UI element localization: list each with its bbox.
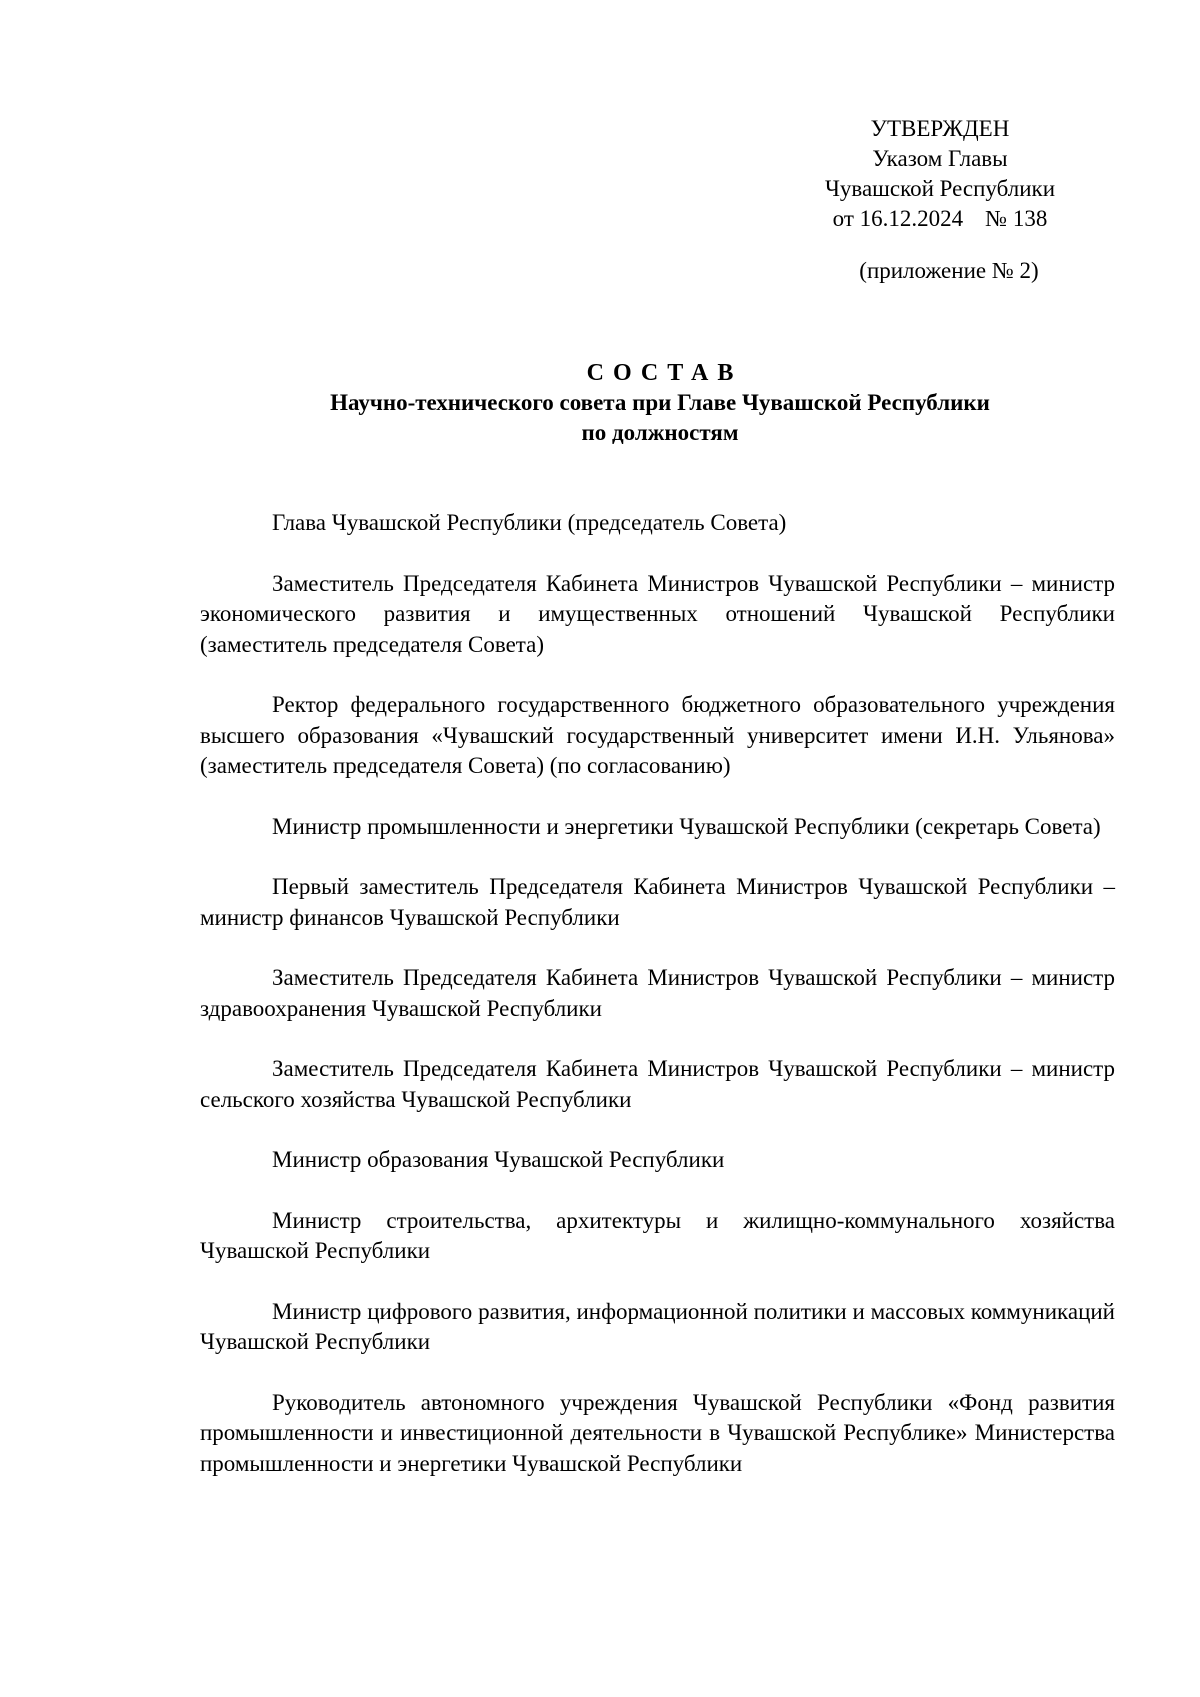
member-entry: Министр строительства, архитектуры и жилищно-коммунального хозяйства Чувашской Республики	[200, 1207, 1115, 1263]
member-entry: Министр образования Чувашской Республики	[272, 1147, 725, 1172]
approval-date: от 16.12.2024	[832, 206, 964, 231]
document-title: СОСТАВ	[586, 360, 743, 386]
member-entry: Министр цифрового развития, информационной политики и массовых коммуникаций Чувашской Республики	[200, 1298, 1115, 1354]
appendix-label: (приложение № 2)	[859, 258, 1039, 283]
document-subtitle-line-1: Научно-технического совета при Главе Чувашской Республики	[330, 390, 990, 415]
approval-heading: УТВЕРЖДЕН	[870, 116, 1010, 141]
member-entry: Ректор федерального государственного бюджетного образовательного учреждения высшего образования «Чувашский государственный университет имени И.Н. Ульянова» (заместитель председателя Совета) (по согласованию)	[200, 692, 1115, 778]
approval-stamp-block	[790, 114, 1090, 286]
member-entry: Заместитель Председателя Кабинета Министров Чувашской Республики – министр сельского хозяйства Чувашской Республики	[200, 1056, 1115, 1112]
member-entry: Заместитель Председателя Кабинета Министров Чувашской Республики – министр здравоохранения Чувашской Республики	[200, 965, 1115, 1021]
member-entry: Руководитель автономного учреждения Чувашской Республики «Фонд развития промышленности и инвестиционной деятельности в Чувашской Республике» Министерства промышленности и энергетики Чувашской Республики	[200, 1389, 1115, 1476]
member-entry: Первый заместитель Председателя Кабинета Министров Чувашской Республики – министр финансов Чувашской Республики	[200, 874, 1115, 930]
member-entry: Глава Чувашской Республики (председатель Совета)	[272, 510, 787, 535]
member-entry: Министр промышленности и энергетики Чувашской Республики (секретарь Совета)	[272, 813, 1101, 839]
members-list	[200, 508, 1115, 1509]
document-heading	[200, 358, 1120, 448]
document-subtitle-line-2: по должностям	[581, 420, 739, 445]
approval-number: № 138	[985, 206, 1048, 231]
approval-republic-line: Чувашской Республики	[824, 176, 1056, 201]
approval-date-number-line	[790, 204, 1090, 234]
member-entry: Заместитель Председателя Кабинета Министров Чувашской Республики – министр экономического развития и имущественных отношений Чувашской Республики (заместитель председателя Совета)	[200, 570, 1115, 657]
approval-decree-line: Указом Главы	[872, 146, 1008, 171]
